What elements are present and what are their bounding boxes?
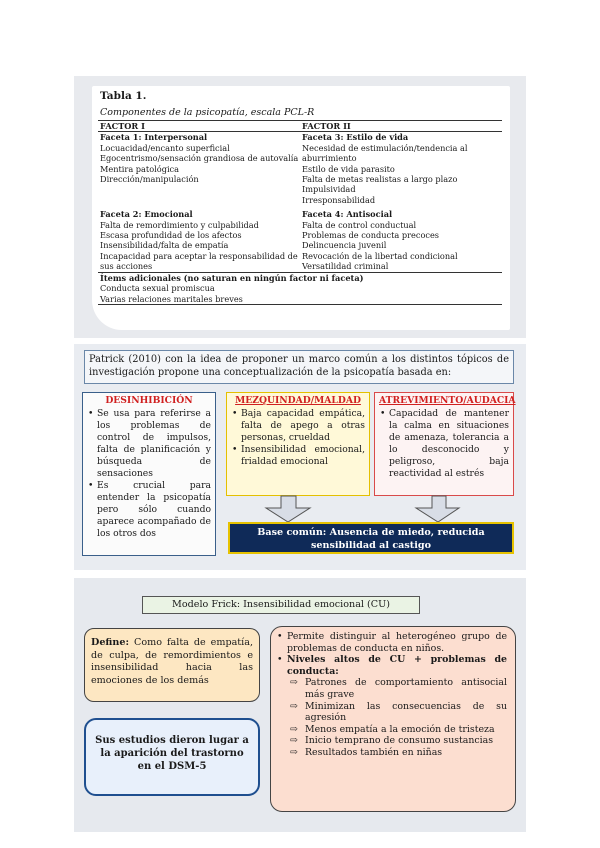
table-row: [98, 143, 502, 153]
atrevimiento-box: [374, 392, 514, 496]
desinhibicion-title: DESINHIBICIÓN: [105, 395, 193, 406]
sub-item: [287, 677, 507, 700]
bullet-bold: altos de CU + problemas de conducta: [287, 654, 507, 677]
list-item: • Permite distinguir al heterogéneo grupo de problemas de conducta en niños.: [287, 631, 507, 654]
sub-item: [287, 701, 507, 724]
table-cell: Revocación de la libertad condicional: [302, 250, 458, 261]
table-cell: Egocentrismo/sensación grandiosa de autovalía: [100, 153, 299, 164]
desinhibicion-box: [82, 392, 216, 556]
pcl-r-table: [98, 120, 502, 305]
table-cell: Impulsividad: [302, 184, 356, 195]
table-row: [98, 209, 502, 219]
table-row: [98, 220, 502, 230]
table-cell: Faceta 3: Estilo de vida: [302, 132, 409, 143]
define-box: [84, 628, 260, 702]
mezquindad-box: [226, 392, 370, 496]
table-cell: Escasa profundidad de los afectos: [100, 230, 242, 241]
table-header: [98, 120, 502, 132]
table-cell: Irresponsabilidad: [302, 194, 376, 205]
table-sheet: [92, 86, 510, 330]
table-row: [98, 184, 502, 194]
table-cell: sus acciones: [100, 261, 153, 272]
table-cell: Falta de metas realistas a largo plazo: [302, 174, 458, 185]
table-cell: Dirección/manipulación: [100, 174, 199, 185]
table-cell: Faceta 2: Emocional: [100, 209, 193, 220]
frick-title: Modelo Frick: Insensibilidad emocional (CU): [142, 596, 420, 614]
table-cell: Falta de remordimiento y culpabilidad: [100, 219, 259, 230]
sub-item: [287, 724, 507, 736]
table-cell: Estilo de vida parasito: [302, 163, 395, 174]
factor1-header: FACTOR I: [100, 121, 145, 131]
table-row: [98, 240, 502, 250]
list-item: • Capacidad de mantener la calma en situaciones de amenaza, tolerancia a lo desconocido y peligroso, baja reactividad al estrés: [389, 408, 509, 480]
additional-item: Conducta sexual promiscua: [100, 283, 215, 294]
table-cell: Insensibilidad/falta de empatía: [100, 240, 229, 251]
arrow-right-icon: ⇨: [290, 746, 298, 758]
table-row: [98, 132, 502, 142]
table-cell: [98, 195, 300, 205]
sub-item-text: Minimizan las consecuencias de su agresión: [305, 700, 507, 724]
table-row: [98, 153, 502, 163]
table-cell: Versatilidad criminal: [302, 261, 389, 272]
table-title: Tabla 1.: [100, 90, 147, 102]
patrick-model-panel: [74, 344, 526, 570]
table-cell: Problemas de conducta precoces: [302, 230, 440, 241]
table-cell: Mentira patológica: [100, 163, 180, 174]
list-item: • Insensibilidad emocional, frialdad emocional: [241, 444, 365, 468]
arrow-down-left-icon: [266, 496, 310, 522]
dsm-box: Sus estudios dieron lugar a la aparición del trastorno en el DSM-5: [84, 718, 260, 796]
sub-item-text: Patrones de comportamiento antisocial más grave: [305, 677, 507, 700]
arrow-down-right-icon: [416, 496, 459, 522]
define-label: Define:: [91, 637, 130, 648]
sub-item-text: Menos empatía a la emoción de tristeza: [305, 723, 495, 735]
table-cell: Necesidad de estimulación/tendencia al: [302, 142, 468, 153]
atrevimiento-title: ATREVIMIENTO/AUDACIA: [379, 395, 516, 406]
list-item: [287, 654, 507, 677]
arrow-right-icon: ⇨: [290, 723, 298, 735]
sub-item-text: Resultados también en niñas: [305, 746, 443, 758]
list-item: • Es crucial para entender la psicopatía pero sólo cuando aparece acompañado de los otros dos: [97, 480, 211, 540]
table-cell: Locuacidad/encanto superficial: [100, 142, 230, 153]
table-cell: Faceta 4: Antisocial: [302, 209, 393, 220]
table-row: [98, 195, 502, 205]
patrick-intro: Patrick (2010) con la idea de proponer un marco común a los distintos tópicos de investigación propone una conceptualización de la psicopatía basada en:: [84, 350, 514, 384]
factor2-header: FACTOR II: [302, 121, 351, 131]
cu-details-box: [270, 626, 516, 812]
arrow-right-icon: ⇨: [290, 677, 298, 689]
table-row: [98, 164, 502, 174]
base-comun-box: Base común: Ausencia de miedo, reducida sensibilidad al castigo: [228, 522, 514, 554]
additional-items-title: Ítems adicionales (no saturan en ningún factor ni faceta): [98, 272, 502, 283]
additional-item: Varias relaciones maritales breves: [98, 294, 502, 305]
table-row: [98, 230, 502, 240]
list-item: • Baja capacidad empática, falta de apego a otras personas, crueldad: [241, 408, 365, 444]
table-cell: aburrimiento: [302, 153, 357, 164]
table-row: [98, 251, 502, 261]
table-cell: Incapacidad para aceptar la responsabilidad de: [100, 250, 298, 261]
bullet-suffix: :: [335, 665, 339, 677]
table-cell: [98, 184, 300, 194]
arrow-right-icon: ⇨: [290, 700, 298, 712]
sub-item-text: Inicio temprano de consumo sustancias: [305, 735, 494, 747]
mezquindad-title: MEZQUINDAD/MALDAD: [235, 395, 361, 406]
arrow-right-icon: ⇨: [290, 735, 298, 747]
table-subtitle: Componentes de la psicopatía, escala PCL-R: [100, 107, 315, 118]
table-cell: Delincuencia juvenil: [302, 240, 387, 251]
table-cell: Faceta 1: Interpersonal: [100, 132, 208, 143]
list-item: • Se usa para referirse a los problemas de control de impulsos, falta de planificación y búsqueda de sensaciones: [97, 408, 211, 480]
table-row: [98, 174, 502, 184]
bullet-prefix: Niveles: [287, 654, 335, 666]
table-cell: Falta de control conductual: [302, 219, 417, 230]
frick-model-panel: [74, 578, 526, 832]
sub-item: [287, 747, 507, 759]
pcl-r-table-panel: [74, 76, 526, 338]
sub-item: [287, 735, 507, 747]
define-text: Como falta de empatía, de culpa, de remordimientos e insensibilidad hacia las emociones de los demás: [91, 637, 253, 686]
table-row: [98, 261, 502, 271]
